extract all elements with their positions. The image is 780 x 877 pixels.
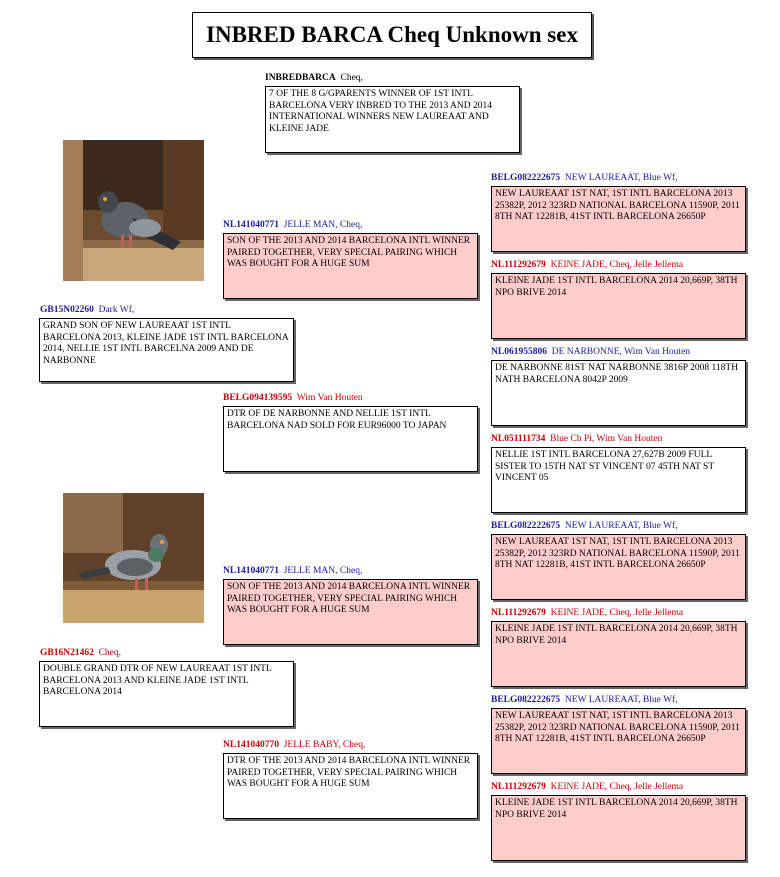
- ggp-ring: BELG082222675: [491, 695, 561, 705]
- ggp-ring: NL051111734: [491, 434, 546, 444]
- subject-ring: INBREDBARCA: [265, 73, 336, 83]
- gp-header: [223, 566, 362, 576]
- gp-header: [223, 393, 363, 403]
- page-title: INBRED BARCA Cheq Unknown sex: [192, 12, 592, 58]
- gp-note: DTR OF THE 2013 AND 2014 BARCELONA INTL WINNER PAIRED TOGETHER, VERY SPECIAL PAIRING WHICH WAS BOUGHT FOR A HUGE SUM: [223, 753, 478, 819]
- gp-ring: BELG094139595: [223, 393, 293, 403]
- gp-detail: JELLE MAN, Cheq,: [283, 220, 363, 230]
- ggp-note: NEW LAUREAAT 1ST NAT, 1ST INTL BARCELONA 2013 25382P, 2012 323RD NATIONAL BARCELONA 11590P, 2011 8TH NAT 12281B, 41ST INTL BARCELONA 26650P: [491, 708, 746, 774]
- ggp-header: [491, 521, 678, 531]
- gp-ring: NL141040771: [223, 566, 279, 576]
- subject-header: [265, 73, 363, 83]
- sire-detail: Dark Wf,: [98, 305, 135, 315]
- ggp-ring: NL061955806: [491, 347, 547, 357]
- gp-ring: NL141040770: [223, 740, 279, 750]
- ggp-note: KLEINE JADE 1ST INTL BARCELONA 2014 20,669P, 38TH NPO BRIVE 2014: [491, 795, 746, 861]
- dam-ring: GB16N21462: [40, 648, 94, 658]
- ggp-detail: NEW LAUREAAT, Blue Wf,: [564, 173, 678, 183]
- ggp-detail: KEINE JADE, Cheq, Jelle Jellema: [550, 608, 684, 618]
- ggp-ring: NL111292679: [491, 608, 546, 618]
- ggp-detail: DE NARBONNE, Wim Van Houten: [551, 347, 691, 357]
- gp-note: SON OF THE 2013 AND 2014 BARCELONA INTL WINNER PAIRED TOGETHER, VERY SPECIAL PAIRING WHICH WAS BOUGHT FOR A HUGE SUM: [223, 233, 478, 299]
- ggp-detail: Blue Ch Pi, Wim Van Houten: [550, 434, 663, 444]
- ggp-note: DE NARBONNE 81ST NAT NARBONNE 3816P 2008 118TH NATH BARCELONA 8042P 2009: [491, 360, 746, 426]
- ggp-header: [491, 173, 678, 183]
- pigeon-photo-icon: [63, 140, 204, 281]
- pigeon-photo-2: [63, 493, 204, 623]
- gp-header: [223, 740, 365, 750]
- ggp-header: [491, 347, 690, 357]
- gp-detail: JELLE MAN, Cheq,: [283, 566, 363, 576]
- pigeon-photo-icon: [63, 493, 204, 623]
- gp-ring: NL141040771: [223, 220, 279, 230]
- ggp-note: KLEINE JADE 1ST INTL BARCELONA 2014 20,669P, 38TH NPO BRIVE 2014: [491, 621, 746, 687]
- ggp-detail: KEINE JADE, Cheq, Jelle Jellema: [550, 260, 684, 270]
- dam-detail: Cheq,: [98, 648, 122, 658]
- ggp-detail: NEW LAUREAAT, Blue Wf,: [564, 695, 678, 705]
- ggp-ring: NL111292679: [491, 260, 546, 270]
- gp-detail: JELLE BABY, Cheq,: [283, 740, 366, 750]
- sire-note: GRAND SON OF NEW LAUREAAT 1ST INTL BARCELONA 2013, KLEINE JADE 1ST INTL BARCELONA 2014, NELLIE 1ST INTL BARCELNA 2009 AND DE NARBONNE: [39, 318, 294, 382]
- gp-header: [223, 220, 362, 230]
- sire-ring: GB15N02260: [40, 305, 94, 315]
- ggp-header: [491, 434, 662, 444]
- ggp-header: [491, 260, 683, 270]
- subject-note: 7 OF THE 8 G/GPARENTS WINNER OF 1ST INTL BARCELONA VERY INBRED TO THE 2013 AND 2014 INTERNATIONAL WINNERS NEW LAUREAAT AND KLEINE JADE: [265, 86, 520, 153]
- gp-note: DTR OF DE NARBONNE AND NELLIE 1ST INTL BARCELONA NAD SOLD FOR EUR96000 TO JAPAN: [223, 406, 478, 472]
- ggp-header: [491, 695, 678, 705]
- gp-detail: Wim Van Houten: [296, 393, 363, 403]
- ggp-ring: BELG082222675: [491, 521, 561, 531]
- sire-header: [40, 305, 134, 315]
- ggp-ring: NL111292679: [491, 782, 546, 792]
- dam-note: DOUBLE GRAND DTR OF NEW LAUREAAT 1ST INTL BARCELONA 2013 AND KLEINE JADE 1ST INTL BARCELONA 2014: [39, 661, 294, 727]
- subject-detail: Cheq,: [340, 73, 363, 83]
- ggp-header: [491, 782, 683, 792]
- gp-note: SON OF THE 2013 AND 2014 BARCELONA INTL WINNER PAIRED TOGETHER, VERY SPECIAL PAIRING WHICH WAS BOUGHT FOR A HUGE SUM: [223, 579, 478, 645]
- ggp-note: NEW LAUREAAT 1ST NAT, 1ST INTL BARCELONA 2013 25382P, 2012 323RD NATIONAL BARCELONA 11590P, 2011 8TH NAT 12281B, 41ST INTL BARCELONA 26650P: [491, 186, 746, 252]
- pigeon-photo-1: [63, 140, 204, 281]
- ggp-header: [491, 608, 683, 618]
- ggp-note: NEW LAUREAAT 1ST NAT, 1ST INTL BARCELONA 2013 25382P, 2012 323RD NATIONAL BARCELONA 11590P, 2011 8TH NAT 12281B, 41ST INTL BARCELONA 26650P: [491, 534, 746, 600]
- ggp-detail: KEINE JADE, Cheq, Jelle Jellema: [550, 782, 684, 792]
- ggp-note: NELLIE 1ST INTL BARCELONA 27,627B 2009 FULL SISTER TO 15TH NAT ST VINCENT 07 45TH NAT ST VINCENT 05: [491, 447, 746, 513]
- ggp-ring: BELG082222675: [491, 173, 561, 183]
- dam-header: [40, 648, 121, 658]
- ggp-detail: NEW LAUREAAT, Blue Wf,: [564, 521, 678, 531]
- ggp-note: KLEINE JADE 1ST INTL BARCELONA 2014 20,669P, 38TH NPO BRIVE 2014: [491, 273, 746, 339]
